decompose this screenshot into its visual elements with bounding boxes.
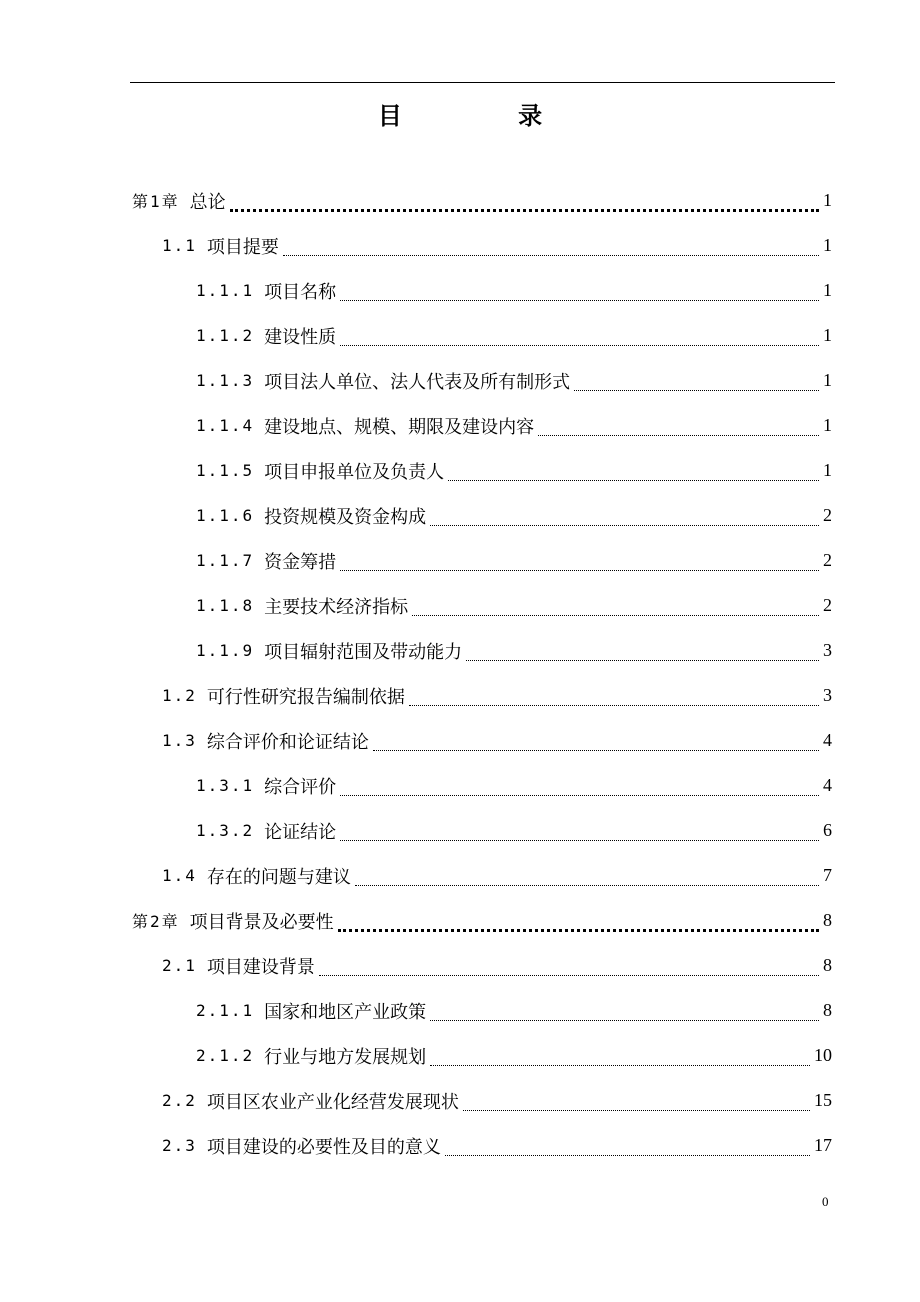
toc-entry[interactable]	[132, 763, 832, 808]
toc-entry-number: 1.1.9	[196, 641, 255, 660]
toc-entry-page: 4	[823, 730, 832, 750]
toc-dot-leader	[463, 1110, 810, 1111]
toc-entry[interactable]	[132, 313, 832, 358]
toc-entry-page: 8	[823, 955, 832, 975]
toc-entry[interactable]	[132, 898, 832, 943]
toc-entry-page: 3	[823, 640, 832, 660]
toc-entry-number: 1.2	[162, 686, 197, 705]
table-of-contents	[132, 178, 832, 1168]
toc-dot-leader	[340, 840, 819, 841]
toc-entry-title: 综合评价和论证结论	[206, 731, 369, 753]
toc-entry[interactable]	[132, 853, 832, 898]
toc-entry-number: 1.1.3	[196, 371, 255, 390]
toc-entry[interactable]	[132, 718, 832, 763]
toc-entry-title: 论证结论	[264, 821, 337, 843]
toc-entry-number: 1.1.6	[196, 506, 255, 525]
toc-dot-leader	[230, 209, 819, 212]
toc-entry-title: 项目区农业产业化经营发展现状	[206, 1091, 459, 1113]
toc-entry-title: 投资规模及资金构成	[264, 506, 427, 528]
toc-entry-page: 1	[823, 460, 832, 480]
toc-dot-leader	[445, 1155, 810, 1156]
toc-entry-page: 17	[814, 1135, 832, 1155]
toc-entry-title: 综合评价	[264, 776, 337, 798]
toc-entry-number: 2.1.2	[196, 1046, 255, 1065]
toc-entry-number: 1.1.4	[196, 416, 255, 435]
toc-entry-number: 1.1.8	[196, 596, 255, 615]
toc-dot-leader	[466, 660, 819, 661]
toc-entry-title: 项目提要	[206, 236, 279, 258]
toc-entry-number: 1.1.5	[196, 461, 255, 480]
toc-entry-page: 2	[823, 595, 832, 615]
toc-entry-number: 2.1.1	[196, 1001, 255, 1020]
toc-dot-leader	[430, 1065, 810, 1066]
toc-entry-title: 建设地点、规模、期限及建设内容	[264, 416, 535, 438]
toc-entry-title: 项目建设背景	[206, 956, 315, 978]
toc-dot-leader	[409, 705, 819, 706]
toc-dot-leader	[430, 1020, 819, 1021]
toc-dot-leader	[430, 525, 819, 526]
toc-entry-page: 8	[823, 1000, 832, 1020]
toc-dot-leader	[538, 435, 819, 436]
toc-entry[interactable]	[132, 673, 832, 718]
toc-entry[interactable]	[132, 178, 832, 223]
toc-dot-leader	[283, 255, 819, 256]
toc-entry-number: 2.3	[162, 1136, 197, 1155]
toc-entry[interactable]	[132, 448, 832, 493]
toc-entry-page: 1	[823, 235, 832, 255]
toc-entry[interactable]	[132, 988, 832, 1033]
page-number: 0	[822, 1194, 829, 1209]
toc-entry-number: 1.3.2	[196, 821, 255, 840]
toc-entry[interactable]	[132, 628, 832, 673]
toc-dot-leader	[340, 300, 819, 301]
toc-entry[interactable]	[132, 538, 832, 583]
toc-entry[interactable]	[132, 223, 832, 268]
toc-dot-leader	[340, 570, 819, 571]
toc-entry-page: 1	[823, 370, 832, 390]
toc-entry[interactable]	[132, 403, 832, 448]
toc-entry[interactable]	[132, 583, 832, 628]
toc-entry-page: 1	[823, 325, 832, 345]
toc-entry-title: 总论	[189, 191, 226, 213]
toc-dot-leader	[355, 885, 819, 886]
toc-entry-page: 6	[823, 820, 832, 840]
toc-dot-leader	[412, 615, 819, 616]
toc-entry-title: 项目辐射范围及带动能力	[264, 641, 463, 663]
toc-entry[interactable]	[132, 1078, 832, 1123]
toc-entry-page: 4	[823, 775, 832, 795]
toc-entry-title: 可行性研究报告编制依据	[206, 686, 405, 708]
toc-dot-leader	[574, 390, 819, 391]
toc-entry-number: 1.4	[162, 866, 197, 885]
toc-entry-title: 资金筹措	[264, 551, 337, 573]
toc-entry[interactable]	[132, 358, 832, 403]
toc-entry-page: 2	[823, 505, 832, 525]
toc-entry-page: 15	[814, 1090, 832, 1110]
toc-entry-title: 项目名称	[264, 281, 337, 303]
toc-entry-page: 7	[823, 865, 832, 885]
toc-entry[interactable]	[132, 808, 832, 853]
toc-entry-number: 2.2	[162, 1091, 197, 1110]
toc-dot-leader	[319, 975, 819, 976]
toc-entry-page: 1	[823, 190, 832, 210]
toc-entry-title: 国家和地区产业政策	[264, 1001, 427, 1023]
toc-entry-title: 项目申报单位及负责人	[264, 461, 445, 483]
toc-entry-page: 8	[823, 910, 832, 930]
toc-entry-title: 项目法人单位、法人代表及所有制形式	[264, 371, 571, 393]
toc-entry-title: 行业与地方发展规划	[264, 1046, 427, 1068]
toc-entry-number: 第2章	[132, 912, 180, 931]
toc-entry[interactable]	[132, 493, 832, 538]
toc-entry[interactable]	[132, 943, 832, 988]
toc-entry-number: 1.1.2	[196, 326, 255, 345]
toc-entry-page: 1	[823, 415, 832, 435]
toc-entry-number: 第1章	[132, 192, 180, 211]
toc-entry-number: 1.3.1	[196, 776, 255, 795]
toc-dot-leader	[340, 345, 819, 346]
toc-entry[interactable]	[132, 1033, 832, 1078]
toc-entry-title: 主要技术经济指标	[264, 596, 409, 618]
toc-dot-leader	[338, 929, 819, 932]
header-rule	[130, 82, 835, 83]
toc-entry[interactable]	[132, 1123, 832, 1168]
toc-entry-page: 3	[823, 685, 832, 705]
toc-entry-page: 1	[823, 280, 832, 300]
toc-dot-leader	[373, 750, 819, 751]
toc-entry[interactable]	[132, 268, 832, 313]
toc-entry-number: 1.1.7	[196, 551, 255, 570]
toc-entry-page: 10	[814, 1045, 832, 1065]
toc-entry-page: 2	[823, 550, 832, 570]
toc-entry-title: 建设性质	[264, 326, 337, 348]
page-title: 目 录	[377, 102, 597, 130]
toc-entry-title: 项目背景及必要性	[189, 911, 334, 933]
toc-entry-number: 2.1	[162, 956, 197, 975]
toc-dot-leader	[448, 480, 819, 481]
toc-entry-number: 1.3	[162, 731, 197, 750]
toc-entry-number: 1.1.1	[196, 281, 255, 300]
toc-entry-number: 1.1	[162, 236, 197, 255]
toc-entry-title: 项目建设的必要性及目的意义	[206, 1136, 441, 1158]
toc-entry-title: 存在的问题与建议	[206, 866, 351, 888]
toc-dot-leader	[340, 795, 819, 796]
